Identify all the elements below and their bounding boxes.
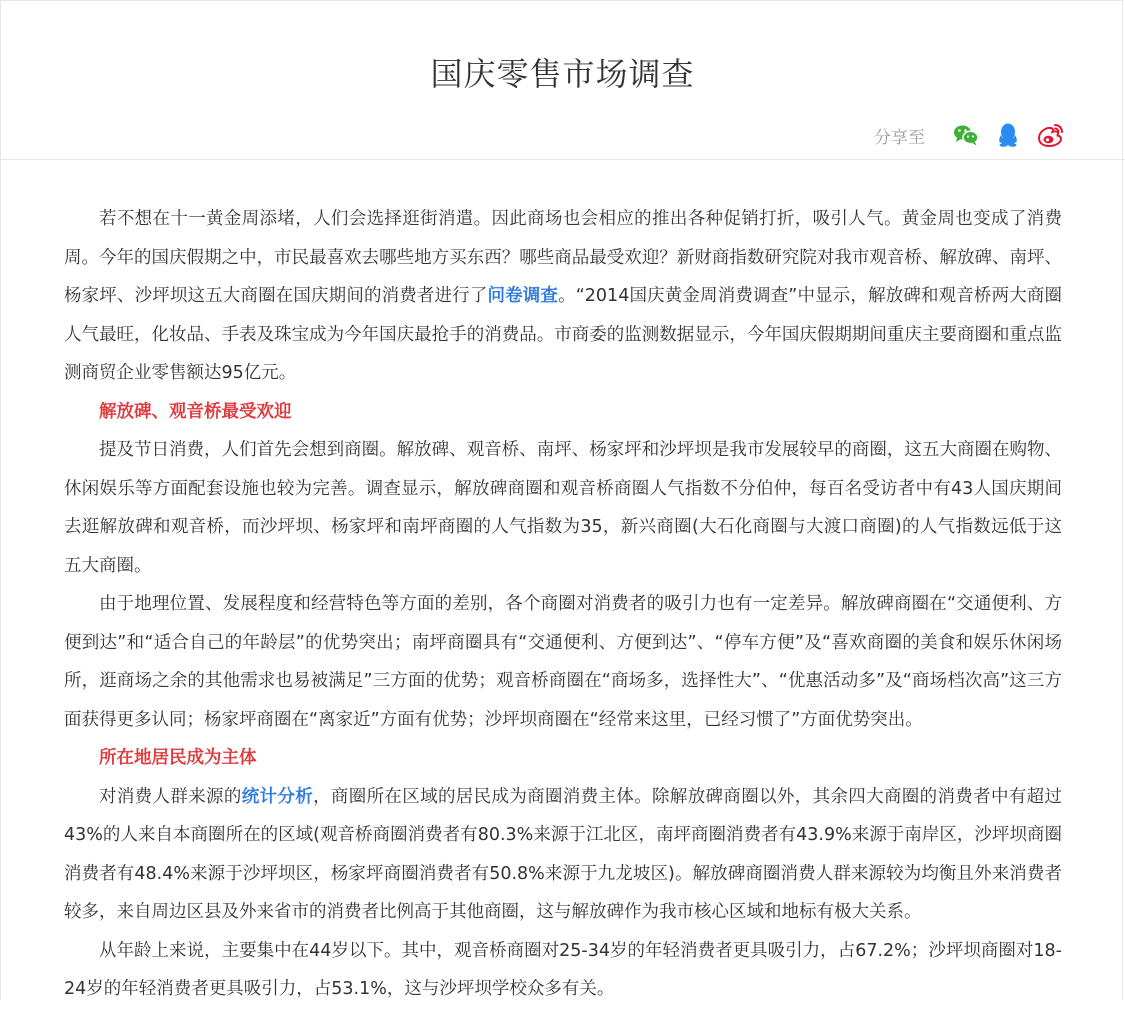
- weibo-icon[interactable]: [1035, 120, 1065, 150]
- paragraph-2: 提及节日消费，人们首先会想到商圈。解放碑、观音桥、南坪、杨家坪和沙坪坝是我市发展较早的商圈，这五大商圈在购物、休闲娱乐等方面配套设施也较为完善。调查显示，解放碑商圈和观音桥商圈人气指数不分伯仲，每百名受访者中有43人国庆期间去逛解放碑和观音桥，而沙坪坝、杨家坪和南坪商圈的人气指数为35，新兴商圈(大石化商圈与大渡口商圈)的人气指数远低于这五大商圈。: [64, 440, 1062, 576]
- section-heading-2: 所在地居民成为主体: [99, 748, 257, 768]
- paragraph-intro: 若不想在十一黄金周添堵，人们会选择逛街消遣。因此商场也会相应的推出各种促销打折，吸引人气。黄金周也变成了消费周。今年的国庆假期之中，市民最喜欢去哪些地方买东西？哪些商品最受欢迎？新财商指数研究院对我市观音桥、解放碑、南坪、杨家坪、沙坪坝这五大商圈在国庆期间的消费者进行了问卷调查。“2014国庆黄金周消费调查”中显示，解放碑和观音桥两大商圈人气最旺，化妆品、手表及珠宝成为今年国庆最抢手的消费品。市商委的监测数据显示，今年国庆假期期间重庆主要商圈和重点监测商贸企业零售额达95亿元。: [64, 209, 1063, 383]
- paragraph-4: 对消费人群来源的统计分析，商圈所在区域的居民成为商圈消费主体。除解放碑商圈以外，其余四大商圈的消费者中有超过43%的人来自本商圈所在的区域(观音桥商圈消费者有80.3%来源于江北区，南坪商圈消费者有43.9%来源于南岸区，沙坪坝商圈消费者有48.4%来源于沙坪坝区，杨家坪商圈消费者有50.8%来源于九龙坡区)。解放碑商圈消费人群来源较为均衡且外来消费者较多，来自周边区县及外来省市的消费者比例高于其他商圈，这与解放碑作为我市核心区域和地标有极大关系。: [64, 786, 1062, 922]
- paragraph-5: 从年龄上来说，主要集中在44岁以下。其中，观音桥商圈对25-34岁的年轻消费者更具吸引力，占67.2%；沙坪坝商圈对18-24岁的年轻消费者更具吸引力，占53.1%，这与沙坪坝学校众多有关。: [64, 940, 1062, 999]
- keyword-link-statistics[interactable]: 统计分析: [241, 786, 314, 807]
- keyword-link-survey[interactable]: 问卷调查: [487, 286, 559, 306]
- paragraph-3: 由于地理位置、发展程度和经营特色等方面的差别，各个商圈对消费者的吸引力也有一定差异。解放碑商圈在“交通便利、方便到达”和“适合自己的年龄层”的优势突出；南坪商圈具有“交通便利、方便到达”、“停车方便”及“喜欢商圈的美食和娱乐休闲场所，逛商场之余的其他需求也易被满足”三方面的优势；观音桥商圈在“商场多，选择性大”、“优惠活动多”及“商场档次高”这三方面获得更多认同；杨家坪商圈在“离家近”方面有优势；沙坪坝商圈在“经常来这里，已经习惯了”方面优势突出。: [64, 594, 1062, 730]
- section-heading-1: 解放碑、观音桥最受欢迎: [99, 401, 292, 422]
- share-bar: [874, 120, 1065, 150]
- page-title: 国庆零售市场调查: [430, 55, 695, 93]
- article-body: [64, 200, 1062, 1009]
- wechat-icon[interactable]: [951, 120, 981, 150]
- article-header: [0, 0, 1125, 160]
- qq-icon[interactable]: [993, 120, 1023, 150]
- share-label: 分享至: [874, 127, 925, 148]
